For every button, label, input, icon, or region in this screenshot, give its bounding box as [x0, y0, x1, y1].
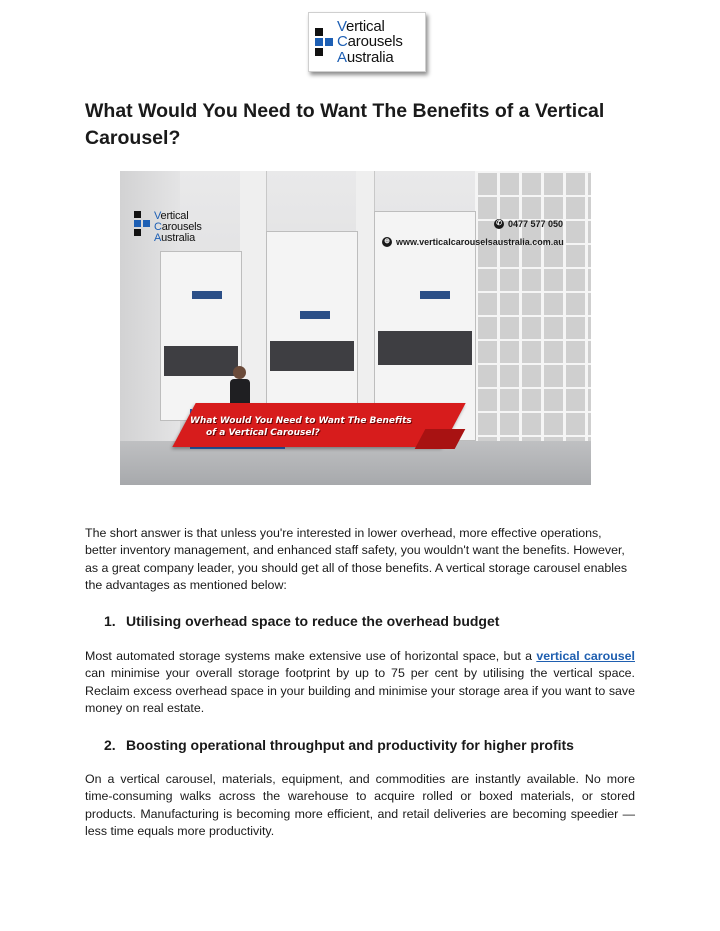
section-heading-2: 2. Boosting operational throughput and productivity for higher profits	[104, 737, 574, 753]
phone-number: 0477 577 050	[508, 219, 564, 229]
intro-paragraph: The short answer is that unless you're interested in lower overhead, more effective operations, better inventory management, and enhanced staff safety, you wouldn't want the benefits. However, as a great company leader, you should get all of those benefits. A vertical storage carousel enables the advantages as mentioned below:	[85, 526, 628, 593]
company-logo	[308, 12, 426, 72]
section-heading-1: 1. Utilising overhead space to reduce the overhead budget	[104, 613, 500, 629]
hero-image	[120, 171, 591, 485]
vertical-carousel-link[interactable]: vertical carousel	[536, 649, 635, 663]
phone-icon: ✆	[494, 219, 504, 229]
section-paragraph-1: Most automated storage systems make extensive use of horizontal space, but a vertical carousel can minimise your overall storage footprint by up to 75 per cent by utilising the vertical space. Reclaim excess overhead space in your building and minimise your storage area if you want to save money on real estate.	[85, 649, 635, 716]
logo-squares-icon	[134, 211, 150, 236]
carousel-cabinet	[266, 231, 358, 421]
logo-wordmark: Vertical Carousels Australia	[337, 17, 403, 66]
hero-logo: Vertical Carousels Australia	[134, 211, 202, 244]
website-url: www.verticalcarouselsaustralia.com.au	[396, 237, 564, 247]
page-title: What Would You Need to Want The Benefits of a Vertical Carousel?	[85, 100, 605, 149]
logo-squares-icon	[315, 28, 333, 56]
banner-text: What Would You Need to Want The Benefits of a Vertical Carousel?	[190, 416, 412, 438]
section-paragraph-2: On a vertical carousel, materials, equipment, and commodities are instantly available. No more time-consuming walks across the warehouse to acquire rolled or boxed materials, or stored products. Manufacturing is becoming more efficient, and retail deliveries are becoming speedier — less time equals more productivity.	[85, 772, 635, 839]
contact-info	[382, 215, 564, 251]
globe-icon: ⊕	[382, 237, 392, 247]
